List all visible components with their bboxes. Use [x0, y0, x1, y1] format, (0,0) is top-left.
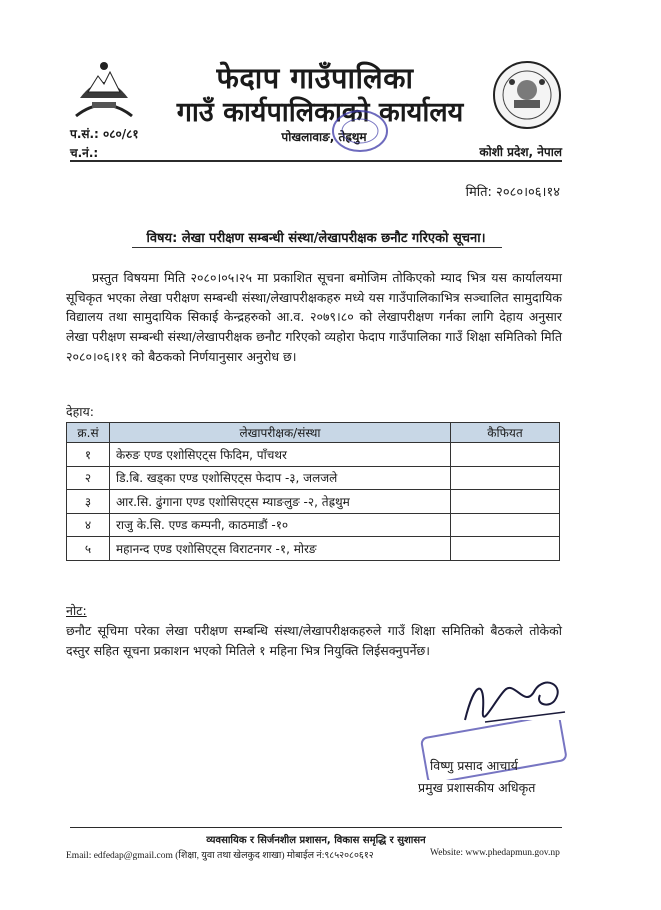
footer-website: Website: www.phedapmun.gov.np	[430, 848, 560, 858]
signatory-name: विष्णु प्रसाद आचार्य	[430, 758, 518, 773]
row-sn: ५	[67, 537, 110, 561]
header-divider	[70, 160, 562, 162]
row-auditor: महानन्द एण्ड एशोसिएट्स विराटनगर -१, मोरङ	[110, 537, 451, 561]
row-auditor: राजु के.सि. एण्ड कम्पनी, काठमाडौं -१०	[110, 513, 451, 537]
list-intro: देहाय:	[66, 404, 94, 419]
col-header-remark: कैफियत	[451, 423, 560, 443]
table-row	[67, 466, 560, 490]
footer-divider	[70, 827, 562, 828]
nepal-emblem-icon	[70, 58, 138, 122]
office-title-line1: फेदाप गाउँपालिका	[216, 61, 414, 95]
table-header-row	[67, 423, 560, 443]
notice-body	[66, 268, 562, 367]
row-auditor: आर.सि. ढुंगाना एण्ड एशोसिएट्स म्याङलुङ -२, तेह्रथुम	[110, 490, 451, 514]
office-title-line2: गाउँ कार्यपालिकाको कार्यालय	[176, 97, 464, 128]
signatory-title: प्रमुख प्रशासकीय अधिकृत	[418, 780, 536, 795]
office-place: पोखलावाङ, तेह्रथुम	[281, 130, 367, 144]
row-sn: १	[67, 443, 110, 467]
table-row	[67, 443, 560, 467]
auditor-table	[66, 422, 560, 561]
row-remark	[451, 513, 560, 537]
note-text: छनौट सूचिमा परेका लेखा परीक्षण सम्बन्धि संस्था/लेखापरीक्षकहरुले गाउँ शिक्षा समितिको बैठकले तोकेको दस्तुर सहित सूचना प्रकाशन भएको मितिले १ महिना भित्र नियुक्ति लिईसक्नुपर्नेछ।	[66, 623, 562, 658]
row-remark	[451, 537, 560, 561]
col-header-sn: क्र.सं	[67, 423, 110, 443]
note-title: नोट:	[66, 603, 87, 618]
row-auditor: डि.बि. खड्का एण्ड एशोसिएट्स फेदाप -३, जलजले	[110, 466, 451, 490]
row-sn: ४	[67, 513, 110, 537]
footer-motto: व्यवसायिक र सिर्जनशील प्रशासन, विकास समृद्धि र सुशासन	[206, 835, 426, 846]
municipality-logo-icon	[492, 60, 562, 130]
notice-body-text: प्रस्तुत विषयमा मिति २०८०।०५।२५ मा प्रकाशित सूचना बमोजिम तोकिएको म्याद भित्र यस कार्यालयमा सूचिकृत भएका लेखा परीक्षण सम्बन्धी संस्था/लेखापरीक्षकहरु मध्ये यस गाउँपालिकाभित्र सञ्चालित सामुदायिक विद्यालय तथा सामुदायिक सिकाई केन्द्रहरुको आ.व. २०७९।८० को लेखापरीक्षण गर्नका लागि देहाय अनुसार लेखा परीक्षण सम्बन्धी संस्था/लेखापरीक्षक छनौट गरिएको व्यहोरा फेदाप गाउँपालिका गाउँ शिक्षा समितिको मिति २०८०।०६।११ को बैठकको निर्णयानुसार अनुरोध छ।	[66, 270, 562, 364]
notice-subject: विषय: लेखा परीक्षण सम्बन्धी संस्था/लेखापरीक्षक छनौट गरिएको सूचना।	[146, 231, 486, 246]
notice-date: मिति: २०८०।०६।१४	[465, 185, 560, 200]
footer-contact: Email: edfedap@gmail.com (शिक्षा, युवा तथा खेलकुद शाखा) मोबाईल नं:९८५२०८०६१२	[66, 851, 374, 861]
subject-underline	[132, 247, 502, 248]
table-row	[67, 537, 560, 561]
row-sn: ३	[67, 490, 110, 514]
row-remark	[451, 490, 560, 514]
row-remark	[451, 466, 560, 490]
row-auditor: केरुङ एण्ड एशोसिएट्स फिदिम, पाँचथर	[110, 443, 451, 467]
row-remark	[451, 443, 560, 467]
dispatch-number: च.नं.:	[70, 146, 99, 160]
row-sn: २	[67, 466, 110, 490]
col-header-name: लेखापरीक्षक/संस्था	[110, 423, 451, 443]
table-row	[67, 513, 560, 537]
office-seal-icon	[330, 108, 390, 154]
table-row	[67, 490, 560, 514]
province: कोशी प्रदेश, नेपाल	[479, 145, 562, 159]
reference-number: प.सं.: ०८०/८१	[70, 127, 139, 141]
